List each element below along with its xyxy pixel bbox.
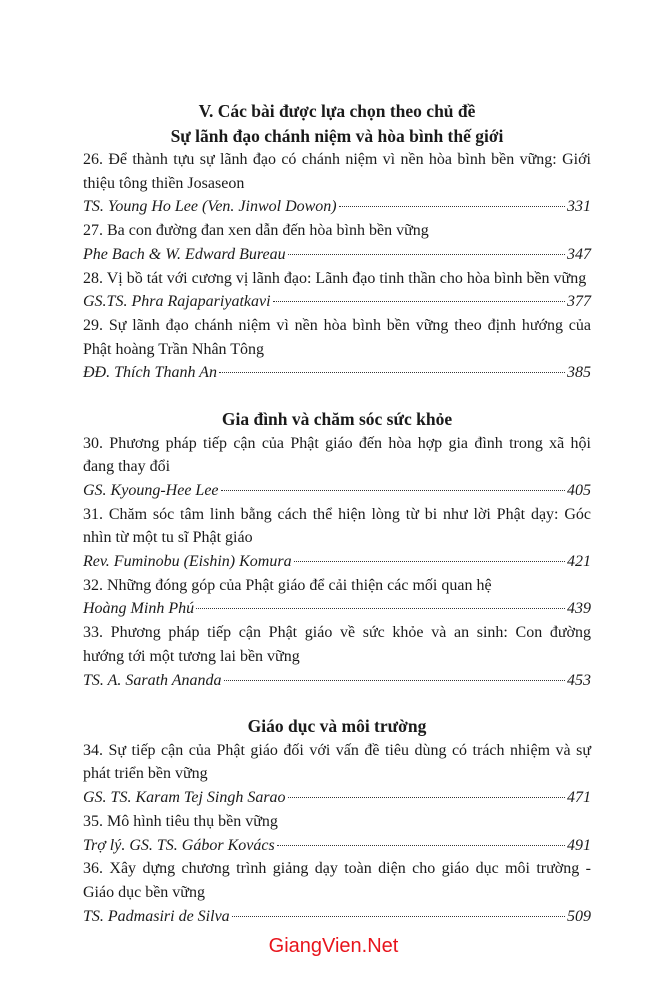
entry-author-row bbox=[83, 834, 591, 858]
entry-page-number: 421 bbox=[567, 553, 591, 571]
entry-author-row bbox=[83, 479, 591, 503]
entry-author-row bbox=[83, 905, 591, 929]
entry-author: TS. A. Sarath Ananda bbox=[83, 671, 222, 689]
entry-title-line: thiệu tông thiền Josaseon bbox=[83, 174, 245, 192]
entry-title-line: 33. Phương pháp tiếp cận Phật giáo về sức khỏe và an sinh: Con đường bbox=[83, 624, 591, 642]
toc-entry bbox=[83, 739, 591, 810]
entry-author-row bbox=[83, 195, 591, 219]
entry-title-line: 29. Sự lãnh đạo chánh niệm vì nền hòa bình bền vững theo định hướng của bbox=[83, 316, 591, 334]
entry-title-line: 27. Ba con đường đan xen dẫn đến hòa bình bền vững bbox=[83, 222, 429, 240]
entry-author: GS.TS. Phra Rajapariyatkavi bbox=[83, 293, 271, 311]
entry-title-line: 35. Mô hình tiêu thụ bền vững bbox=[83, 812, 278, 830]
entry-page-number: 439 bbox=[567, 600, 591, 618]
table-of-contents bbox=[83, 99, 591, 928]
dot-leader bbox=[221, 490, 565, 491]
entry-author: TS. Padmasiri de Silva bbox=[83, 907, 230, 925]
entry-title-line: Phật hoàng Trần Nhân Tông bbox=[83, 340, 265, 358]
entry-page-number: 405 bbox=[567, 481, 591, 499]
entry-page-number: 509 bbox=[567, 907, 591, 925]
entry-page-number: 331 bbox=[567, 198, 591, 216]
entry-title-line: 36. Xây dựng chương trình giảng dạy toàn diện cho giáo dục môi trường - bbox=[83, 860, 591, 878]
section-heading: Gia đình và chăm sóc sức khỏe bbox=[221, 409, 453, 430]
entry-page-number: 491 bbox=[567, 836, 591, 854]
entry-title-line: hướng tới một tương lai bền vững bbox=[83, 647, 300, 665]
entry-title-line: 32. Những đóng góp của Phật giáo để cải thiện các mối quan hệ bbox=[83, 576, 492, 594]
entry-author-row bbox=[83, 550, 591, 574]
entry-author-row bbox=[83, 669, 591, 693]
toc-entry bbox=[83, 810, 591, 857]
entry-page-number: 377 bbox=[567, 293, 591, 311]
entry-title-line: nhìn từ một tu sĩ Phật giáo bbox=[83, 529, 253, 547]
dot-leader bbox=[232, 916, 565, 917]
dot-leader bbox=[288, 797, 565, 798]
entry-author: GS. TS. Karam Tej Singh Sarao bbox=[83, 789, 286, 807]
entry-author: TS. Young Ho Lee (Ven. Jinwol Dowon) bbox=[83, 198, 337, 216]
entry-title-line: phát triển bền vững bbox=[83, 765, 208, 783]
dot-leader bbox=[339, 206, 565, 207]
toc-entry bbox=[83, 314, 591, 385]
entry-title-line: 28. Vị bồ tát với cương vị lãnh đạo: Lãnh đạo tinh thần cho hòa bình bền vững bbox=[83, 269, 587, 287]
entry-author-row bbox=[83, 597, 591, 621]
entry-author: Rev. Fuminobu (Eishin) Komura bbox=[83, 553, 292, 571]
entry-author-row bbox=[83, 243, 591, 267]
entry-title-line: đang thay đổi bbox=[83, 458, 171, 476]
entry-author: Phe Bach & W. Edward Bureau bbox=[83, 245, 286, 263]
entry-page-number: 385 bbox=[567, 364, 591, 382]
entry-page-number: 471 bbox=[567, 789, 591, 807]
entry-author: Trợ lý. GS. TS. Gábor Kovács bbox=[83, 836, 275, 854]
toc-entry bbox=[83, 219, 591, 266]
toc-entry bbox=[83, 148, 591, 219]
entry-author: ĐĐ. Thích Thanh An bbox=[83, 364, 217, 382]
toc-entry bbox=[83, 857, 591, 928]
toc-entry bbox=[83, 574, 591, 621]
section-heading: Sự lãnh đạo chánh niệm và hòa bình thế giới bbox=[170, 125, 504, 146]
dot-leader bbox=[219, 372, 565, 373]
dot-leader bbox=[224, 680, 565, 681]
entry-title-line: 30. Phương pháp tiếp cận của Phật giáo đến hòa hợp gia đình trong xã hội bbox=[83, 434, 591, 452]
part-title: V. Các bài được lựa chọn theo chủ đề bbox=[198, 101, 476, 121]
watermark: GiangVien.Net bbox=[268, 935, 399, 957]
dot-leader bbox=[196, 608, 565, 609]
toc-entry bbox=[83, 267, 591, 314]
entry-author-row bbox=[83, 290, 591, 314]
dot-leader bbox=[277, 845, 565, 846]
section-heading: Giáo dục và môi trường bbox=[247, 716, 427, 737]
entry-page-number: 347 bbox=[567, 245, 591, 263]
dot-leader bbox=[294, 561, 565, 562]
entry-title-line: 31. Chăm sóc tâm linh bằng cách thể hiện lòng từ bi như lời Phật dạy: Góc bbox=[83, 505, 591, 523]
entry-author: GS. Kyoung-Hee Lee bbox=[83, 481, 219, 499]
toc-entry bbox=[83, 503, 591, 574]
entry-author-row bbox=[83, 361, 591, 385]
toc-entry bbox=[83, 621, 591, 692]
entry-author-row bbox=[83, 786, 591, 810]
entry-title-line: 26. Để thành tựu sự lãnh đạo có chánh niệm vì nền hòa bình bền vững: Giới bbox=[83, 151, 591, 168]
entry-page-number: 453 bbox=[567, 671, 591, 689]
toc-entry bbox=[83, 432, 591, 503]
entry-title-line: Giáo dục bền vững bbox=[83, 883, 205, 901]
dot-leader bbox=[288, 254, 565, 255]
dot-leader bbox=[273, 301, 565, 302]
entry-author: Hoàng Minh Phú bbox=[83, 600, 195, 618]
entry-title-line: 34. Sự tiếp cận của Phật giáo đối với vấn đề tiêu dùng có trách nhiệm và sự bbox=[83, 741, 591, 759]
